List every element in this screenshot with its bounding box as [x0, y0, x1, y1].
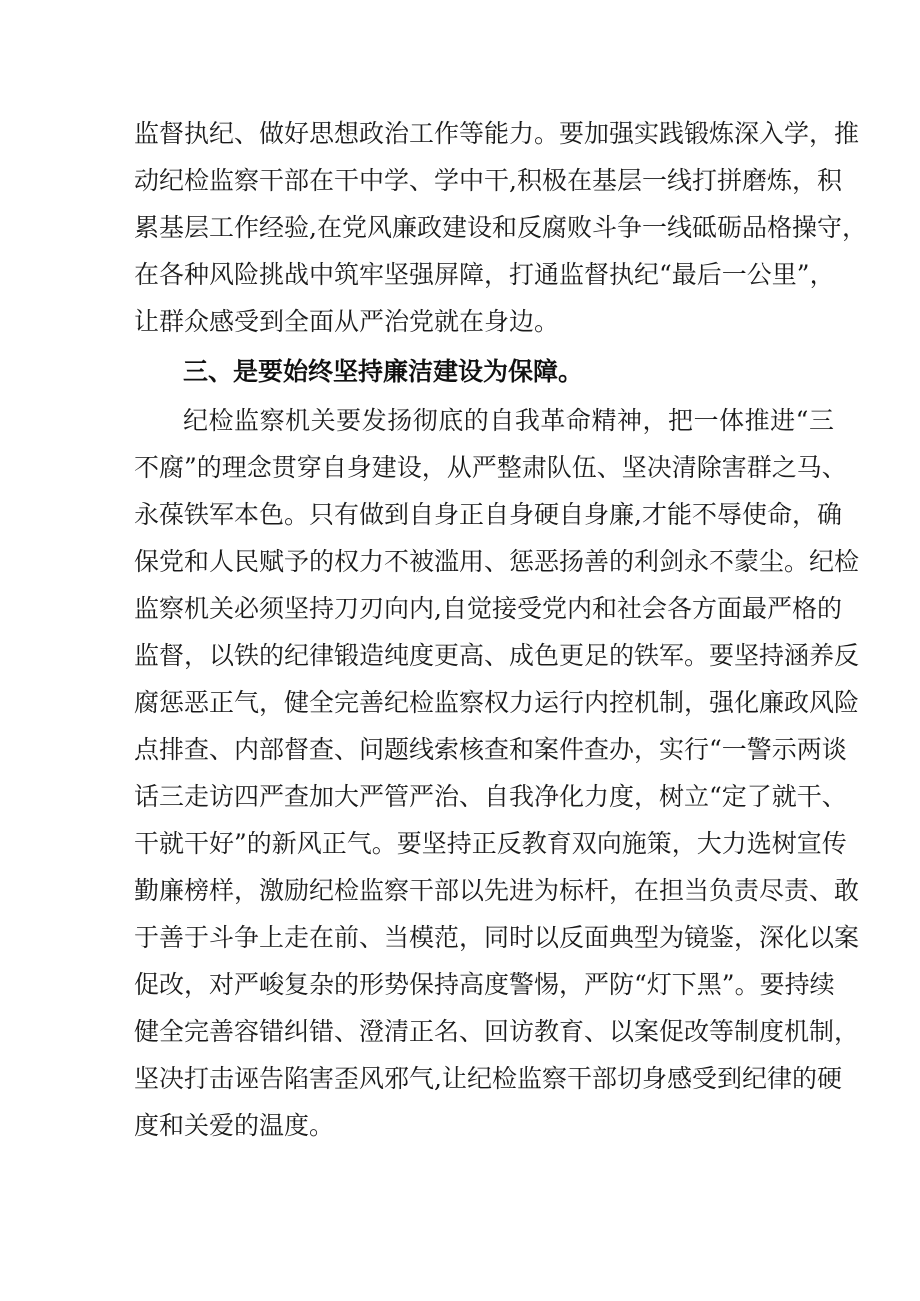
paragraph-1-line-4: 在各种风险挑战中筑牢坚强屏障，打通监督执纪“最后一公里”， — [134, 260, 835, 289]
paragraph-2-line-5: 监察机关必须坚持刀刃向内,自觉接受党内和社会各方面最严格的 — [134, 594, 842, 623]
paragraph-2-line-3: 永葆铁军本色。只有做到自身正自身硬自身廉,才能不辱使命，确 — [134, 500, 842, 529]
paragraph-2-line-14: 健全完善容错纠错、澄清正名、回访教育、以案促改等制度机制， — [134, 1017, 860, 1046]
paragraph-2-line-9: 话三走访四严查加大严管严治、自我净化力度，树立“定了就干、 — [134, 782, 847, 811]
paragraph-2-line-10: 干就干好”的新风正气。要坚持正反教育双向施策，大力选树宣传 — [134, 829, 847, 858]
paragraph-1-line-1: 监督执纪、做好思想政治工作等能力。要加强实践锻炼深入学，推 — [134, 119, 860, 148]
paragraph-2-line-8: 点排查、内部督查、问题线索核查和案件查办，实行“一警示两谈 — [134, 735, 847, 764]
paragraph-1-line-3: 累基层工作经验,在党风廉政建设和反腐败斗争一线砥砺品格操守， — [134, 213, 867, 242]
paragraph-1-line-5: 让群众感受到全面从严治党就在身边。 — [134, 307, 560, 336]
paragraph-2-line-12: 于善于斗争上走在前、当模范，同时以反面典型为镜鉴，深化以案 — [134, 923, 860, 952]
paragraph-2-line-2: 不腐”的理念贯穿自身建设，从严整肃队伍、坚决清除害群之马、 — [134, 453, 847, 482]
paragraph-2-line-1: 纪检监察机关要发扬彻底的自我革命精神，把一体推进“三 — [183, 406, 834, 435]
section-heading-3: 三、是要始终坚持廉洁建设为保障。 — [183, 357, 584, 386]
paragraph-2-line-6: 监督，以铁的纪律锻造纯度更高、成色更足的铁军。要坚持涵养反 — [134, 641, 860, 670]
paragraph-2-line-16: 度和关爱的温度。 — [134, 1111, 335, 1140]
paragraph-2-line-11: 勤廉榜样，激励纪检监察干部以先进为标杆，在担当负责尽责、敢 — [134, 876, 860, 905]
paragraph-2-line-4: 保党和人民赋予的权力不被滥用、惩恶扬善的利剑永不蒙尘。纪检 — [134, 547, 860, 576]
paragraph-2-line-13: 促改，对严峻复杂的形势保持高度警惕，严防“灯下黑”。要持续 — [134, 970, 835, 999]
paragraph-2-line-15: 坚决打击诬告陷害歪风邪气,让纪检监察干部切身感受到纪律的硬 — [134, 1064, 842, 1093]
paragraph-1-line-2: 动纪检监察干部在干中学、学中干,积极在基层一线打拼磨炼，积 — [134, 166, 842, 195]
paragraph-2-line-7: 腐惩恶正气，健全完善纪检监察权力运行内控机制，强化廉政风险 — [134, 688, 860, 717]
